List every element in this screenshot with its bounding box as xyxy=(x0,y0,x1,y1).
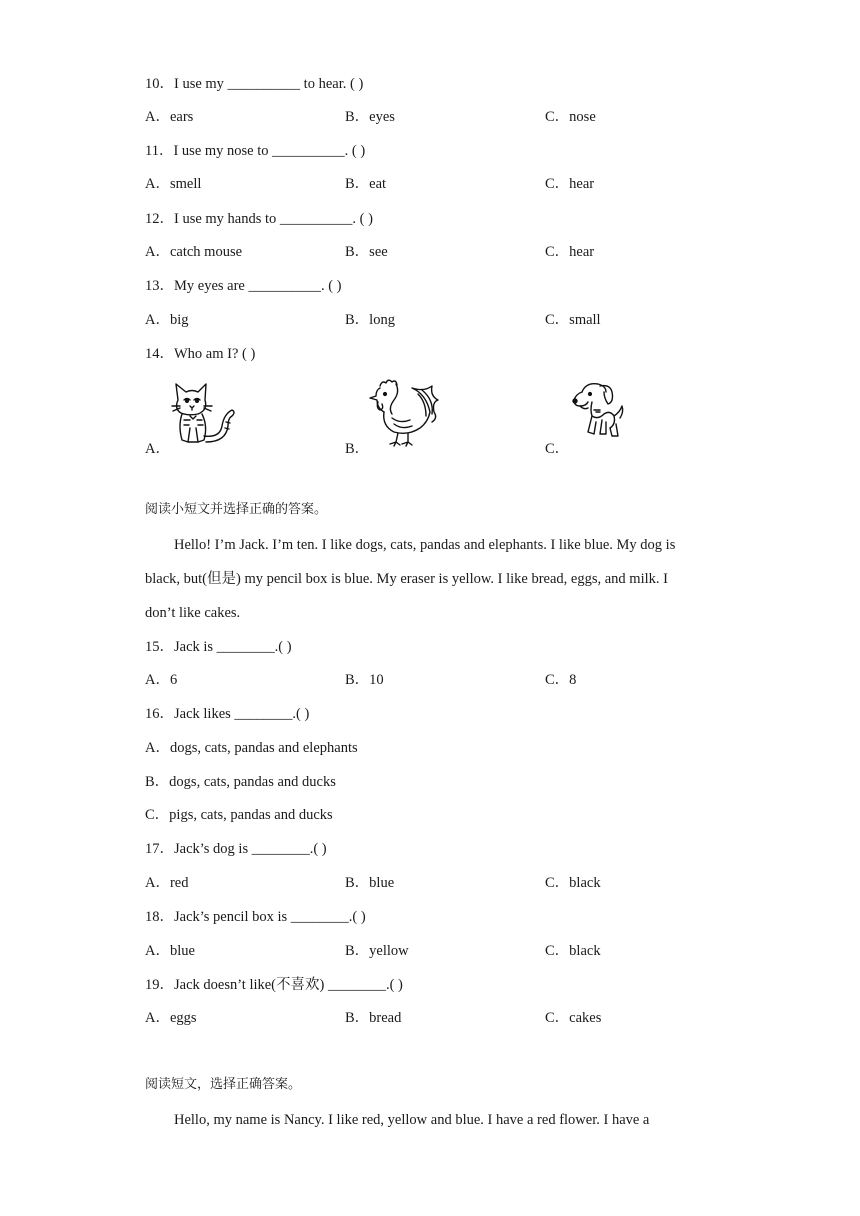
option-a: A．big xyxy=(145,312,189,328)
passage-line-3: don’t like cakes. xyxy=(145,605,241,621)
question-number: 16． xyxy=(145,706,174,722)
question-stem: Jack likes ________.( ) xyxy=(174,706,310,722)
option-b: B．yellow xyxy=(345,943,409,959)
question-18 xyxy=(145,908,366,926)
option-a: A．blue xyxy=(145,943,195,959)
question-stem: I use my __________ to hear. ( ) xyxy=(174,76,364,92)
option-c: C．hear xyxy=(545,244,595,260)
question-number: 10． xyxy=(145,76,174,92)
option-a: A．red xyxy=(145,875,189,891)
option-c: C．black xyxy=(545,875,601,891)
option-a: A．dogs, cats, pandas and elephants xyxy=(145,740,358,756)
question-16 xyxy=(145,705,309,723)
option-a: A．ears xyxy=(145,109,194,125)
question-number: 18． xyxy=(145,909,174,925)
question-number: 14． xyxy=(145,346,174,362)
option-a: A．smell xyxy=(145,176,202,192)
option-c: C．small xyxy=(545,312,601,328)
question-stem: Who am I? ( ) xyxy=(174,346,256,362)
question-17 xyxy=(145,840,327,858)
question-14 xyxy=(145,345,255,363)
question-13 xyxy=(145,277,342,295)
question-15 xyxy=(145,638,292,656)
option-b: B．see xyxy=(345,244,388,260)
section-heading: 阅读短文，选择正确答案。 xyxy=(145,1077,302,1092)
question-number: 15． xyxy=(145,639,174,655)
question-19 xyxy=(145,976,403,994)
option-a: A． xyxy=(145,441,170,457)
option-c: C．black xyxy=(545,943,601,959)
question-stem: My eyes are __________. ( ) xyxy=(174,278,342,294)
question-12 xyxy=(145,210,373,228)
rooster-picture-icon xyxy=(368,378,444,448)
question-number: 11． xyxy=(145,143,174,159)
question-stem: Jack’s pencil box is ________.( ) xyxy=(174,909,366,925)
option-a: A．catch mouse xyxy=(145,244,243,260)
option-a: A．eggs xyxy=(145,1010,197,1026)
option-c: C． xyxy=(545,441,570,457)
option-c: C．pigs, cats, pandas and ducks xyxy=(145,807,333,823)
option-c: C．hear xyxy=(545,176,595,192)
option-c: C．nose xyxy=(545,109,596,125)
question-11 xyxy=(145,142,365,160)
question-number: 13． xyxy=(145,278,174,294)
option-a: A．6 xyxy=(145,672,178,688)
question-number: 19． xyxy=(145,977,174,993)
dog-picture-icon xyxy=(570,378,626,444)
option-b: B． xyxy=(345,441,370,457)
option-b: B．eyes xyxy=(345,109,395,125)
cat-picture-icon xyxy=(168,380,240,448)
option-b: B．long xyxy=(345,312,395,328)
option-c: C．8 xyxy=(545,672,577,688)
option-b: B．bread xyxy=(345,1010,402,1026)
option-b: B．dogs, cats, pandas and ducks xyxy=(145,774,336,790)
question-stem: Jack is ________.( ) xyxy=(174,639,292,655)
question-10 xyxy=(145,75,363,93)
passage-line-1: Hello, my name is Nancy. I like red, yellow and blue. I have a red flower. I have a xyxy=(174,1112,650,1128)
question-number: 12． xyxy=(145,211,174,227)
question-stem: I use my nose to __________. ( ) xyxy=(173,143,366,159)
question-number: 17． xyxy=(145,841,174,857)
passage-line-2: black, but(但是) my pencil box is blue. My eraser is yellow. I like bread, eggs, and milk. I xyxy=(145,571,668,587)
question-stem: I use my hands to __________. ( ) xyxy=(174,211,373,227)
question-stem: Jack doesn’t like(不喜欢) ________.( ) xyxy=(174,977,403,993)
question-stem: Jack’s dog is ________.( ) xyxy=(174,841,327,857)
option-c: C．cakes xyxy=(545,1010,602,1026)
section-heading: 阅读小短文并选择正确的答案。 xyxy=(145,502,328,517)
passage-line-1: Hello! I’m Jack. I’m ten. I like dogs, cats, pandas and elephants. I like blue. My dog is xyxy=(174,537,676,553)
option-b: B．eat xyxy=(345,176,387,192)
option-b: B．10 xyxy=(345,672,384,688)
option-b: B．blue xyxy=(345,875,395,891)
